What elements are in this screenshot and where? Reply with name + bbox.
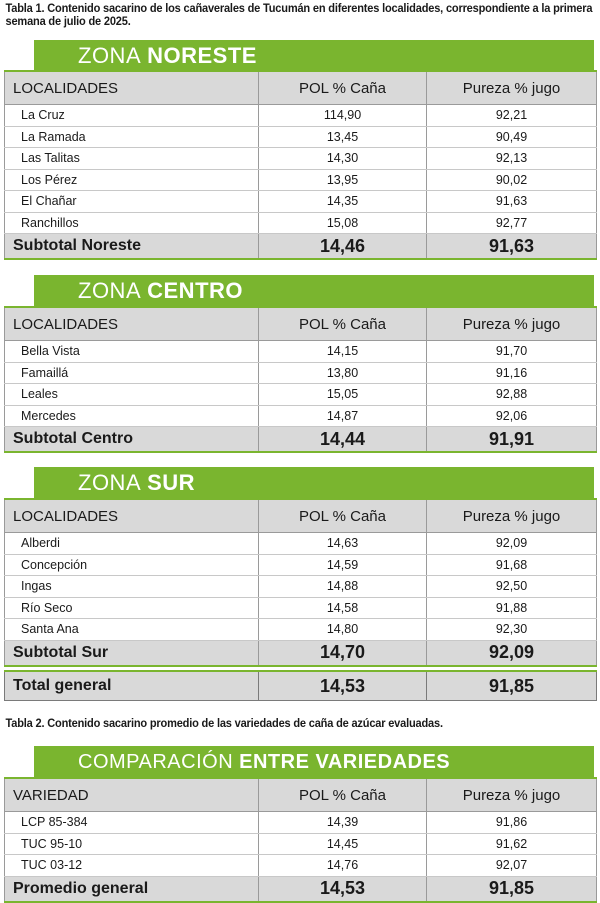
subtotal-row <box>5 234 597 260</box>
row-name: La Ramada <box>5 126 259 148</box>
zone-name: SUR <box>147 470 196 495</box>
row-pureza: 92,30 <box>427 619 597 641</box>
row-name: Santa Ana <box>5 619 259 641</box>
subtotal-pol: 14,70 <box>259 640 427 666</box>
table-row <box>5 362 597 384</box>
total-general-table <box>4 670 597 701</box>
row-pol: 14,59 <box>259 554 427 576</box>
col-localidades: LOCALIDADES <box>5 71 259 105</box>
row-pol: 13,45 <box>259 126 427 148</box>
row-name: Río Seco <box>5 597 259 619</box>
total-pol: 14,53 <box>259 671 427 701</box>
promedio-name: Promedio general <box>5 876 259 902</box>
row-pol: 14,80 <box>259 619 427 641</box>
table-row <box>5 126 597 148</box>
row-pureza: 91,63 <box>427 191 597 213</box>
comparison-name: ENTRE VARIEDADES <box>239 750 451 773</box>
promedio-pol: 14,53 <box>259 876 427 902</box>
row-pol: 14,76 <box>259 855 427 877</box>
row-name: Ranchillos <box>5 212 259 234</box>
col-pureza: Pureza % jugo <box>427 307 597 341</box>
total-name: Total general <box>5 671 259 701</box>
table-row <box>5 597 597 619</box>
total-pureza: 91,85 <box>427 671 597 701</box>
col-pol: POL % Caña <box>259 307 427 341</box>
promedio-row <box>5 876 597 902</box>
row-pureza: 92,21 <box>427 105 597 127</box>
row-pureza: 91,86 <box>427 812 597 834</box>
row-pureza: 92,88 <box>427 384 597 406</box>
table-row <box>5 533 597 555</box>
row-name: Alberdi <box>5 533 259 555</box>
row-pol: 14,30 <box>259 148 427 170</box>
row-pureza: 91,70 <box>427 341 597 363</box>
row-name: Las Talitas <box>5 148 259 170</box>
row-name: Mercedes <box>5 405 259 427</box>
row-name: Bella Vista <box>5 341 259 363</box>
row-pol: 14,58 <box>259 597 427 619</box>
table-row <box>5 833 597 855</box>
row-pureza: 92,77 <box>427 212 597 234</box>
table-row <box>5 169 597 191</box>
row-pol: 14,45 <box>259 833 427 855</box>
row-pol: 14,63 <box>259 533 427 555</box>
row-pol: 13,80 <box>259 362 427 384</box>
row-pureza: 91,16 <box>427 362 597 384</box>
col-pureza: Pureza % jugo <box>427 778 597 812</box>
total-row <box>5 671 597 701</box>
subtotal-name: Subtotal Sur <box>5 640 259 666</box>
table-variedades <box>4 777 597 903</box>
table-row <box>5 855 597 877</box>
zone-banner-centro <box>34 275 594 307</box>
table-sur <box>4 498 597 667</box>
row-pol: 114,90 <box>259 105 427 127</box>
row-name: Concepción <box>5 554 259 576</box>
table-header-row <box>5 307 597 341</box>
row-pol: 15,05 <box>259 384 427 406</box>
table-row <box>5 812 597 834</box>
comparison-banner <box>34 746 594 778</box>
table-row <box>5 619 597 641</box>
table-header-row <box>5 778 597 812</box>
col-localidades: LOCALIDADES <box>5 307 259 341</box>
row-pureza: 90,02 <box>427 169 597 191</box>
table-row <box>5 148 597 170</box>
table-header-row <box>5 499 597 533</box>
subtotal-name: Subtotal Noreste <box>5 234 259 260</box>
table-row <box>5 341 597 363</box>
row-pureza: 91,88 <box>427 597 597 619</box>
table-row <box>5 554 597 576</box>
zone-label: ZONA <box>78 278 142 303</box>
subtotal-pureza: 91,63 <box>427 234 597 260</box>
table-row <box>5 212 597 234</box>
subtotal-pureza: 92,09 <box>427 640 597 666</box>
table-row <box>5 191 597 213</box>
zone-label: ZONA <box>78 43 142 68</box>
row-pureza: 91,62 <box>427 833 597 855</box>
row-name: LCP 85-384 <box>5 812 259 834</box>
table-row <box>5 384 597 406</box>
row-pureza: 92,13 <box>427 148 597 170</box>
zone-banner-noreste <box>34 40 594 72</box>
row-pureza: 92,50 <box>427 576 597 598</box>
row-pol: 14,15 <box>259 341 427 363</box>
row-pol: 14,35 <box>259 191 427 213</box>
subtotal-pureza: 91,91 <box>427 427 597 453</box>
row-pol: 14,39 <box>259 812 427 834</box>
zone-name: CENTRO <box>147 278 244 303</box>
row-pureza: 92,06 <box>427 405 597 427</box>
row-pureza: 90,49 <box>427 126 597 148</box>
row-pureza: 91,68 <box>427 554 597 576</box>
row-name: Ingas <box>5 576 259 598</box>
table2-caption: Tabla 2. Contenido sacarino promedio de las variedades de caña de azúcar evaluadas. <box>5 716 443 730</box>
table-centro <box>4 306 597 453</box>
table-row <box>5 576 597 598</box>
table-header-row <box>5 71 597 105</box>
zone-banner-sur <box>34 467 594 499</box>
col-variedad: VARIEDAD <box>5 778 259 812</box>
col-pureza: Pureza % jugo <box>427 71 597 105</box>
comparison-label: COMPARACIÓN <box>78 750 234 773</box>
row-pureza: 92,07 <box>427 855 597 877</box>
subtotal-pol: 14,44 <box>259 427 427 453</box>
table-row <box>5 105 597 127</box>
subtotal-name: Subtotal Centro <box>5 427 259 453</box>
subtotal-pol: 14,46 <box>259 234 427 260</box>
row-name: Famaillá <box>5 362 259 384</box>
col-localidades: LOCALIDADES <box>5 499 259 533</box>
row-pol: 14,88 <box>259 576 427 598</box>
row-pol: 14,87 <box>259 405 427 427</box>
row-name: Leales <box>5 384 259 406</box>
table-noreste <box>4 70 597 260</box>
row-name: El Chañar <box>5 191 259 213</box>
subtotal-row <box>5 640 597 666</box>
table-row <box>5 405 597 427</box>
col-pureza: Pureza % jugo <box>427 499 597 533</box>
col-pol: POL % Caña <box>259 499 427 533</box>
promedio-pureza: 91,85 <box>427 876 597 902</box>
subtotal-row <box>5 427 597 453</box>
row-name: La Cruz <box>5 105 259 127</box>
row-pol: 15,08 <box>259 212 427 234</box>
col-pol: POL % Caña <box>259 778 427 812</box>
row-name: TUC 03-12 <box>5 855 259 877</box>
table1-caption: Tabla 1. Contenido sacarino de los cañaverales de Tucumán en diferentes localidades, correspondiente a la primera semana de julio de 2025. <box>5 1 593 28</box>
row-name: Los Pérez <box>5 169 259 191</box>
zone-name: NORESTE <box>147 43 257 68</box>
row-pol: 13,95 <box>259 169 427 191</box>
row-pureza: 92,09 <box>427 533 597 555</box>
col-pol: POL % Caña <box>259 71 427 105</box>
zone-label: ZONA <box>78 470 142 495</box>
row-name: TUC 95-10 <box>5 833 259 855</box>
